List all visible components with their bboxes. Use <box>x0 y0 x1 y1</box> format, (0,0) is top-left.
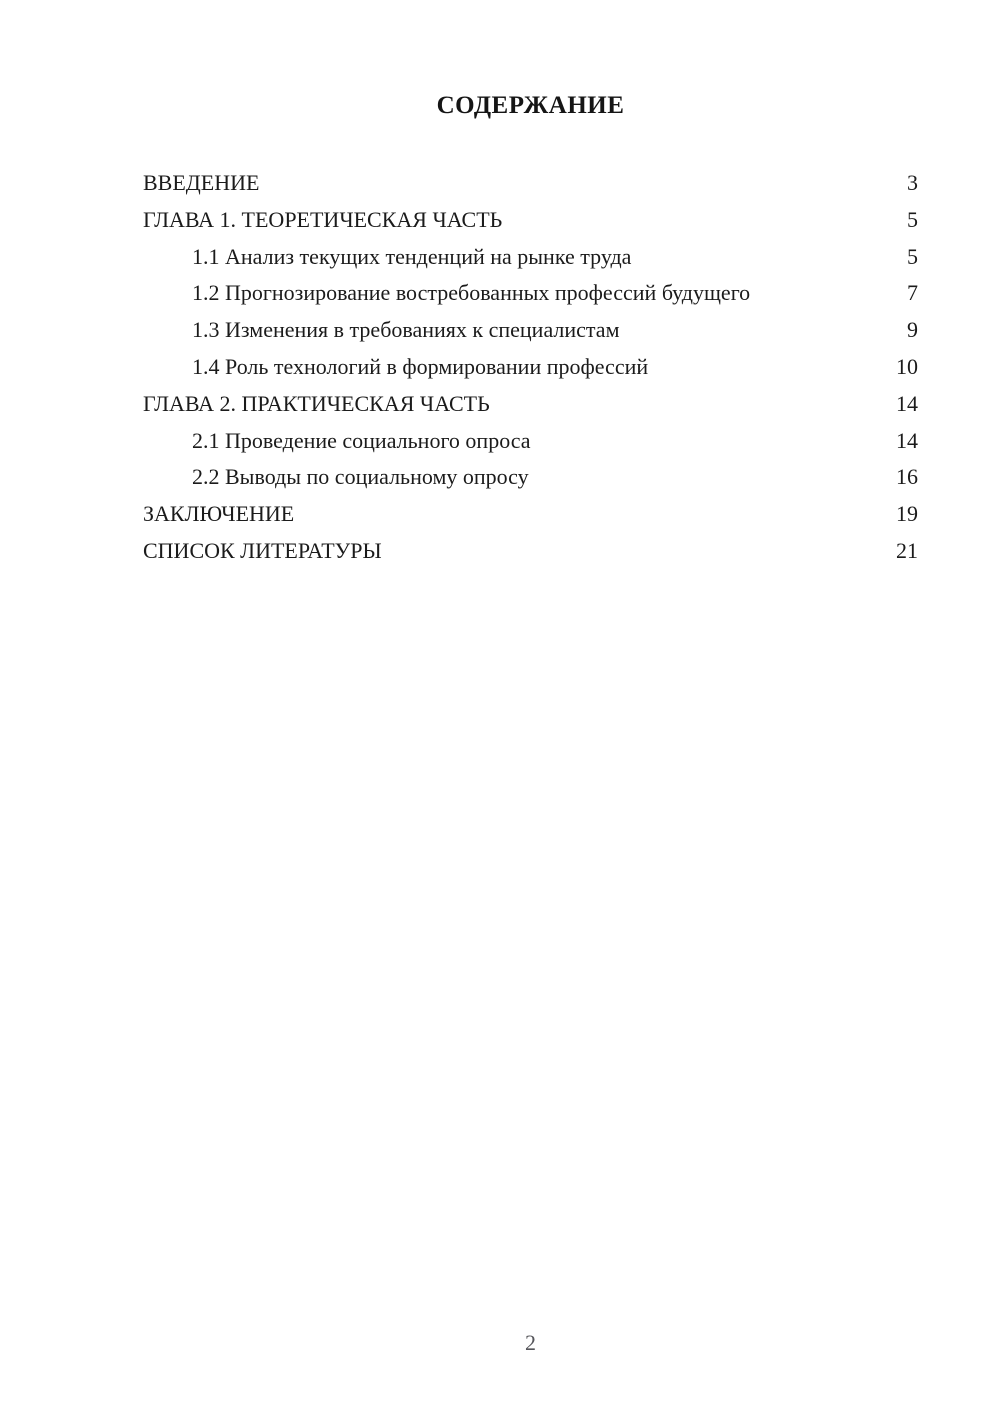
toc-entry-label: 1.1 Анализ текущих тенденций на рынке труда <box>192 243 632 269</box>
toc-entry-page: 16 <box>896 464 918 490</box>
toc-entry-label: 1.3 Изменения в требованиях к специалистам <box>192 317 620 343</box>
toc-entry-page: 19 <box>896 501 918 527</box>
toc-entry-page: 5 <box>907 206 918 232</box>
toc-entry-page: 7 <box>907 280 918 306</box>
toc-entry-page: 10 <box>896 353 918 379</box>
toc-entry <box>143 239 918 276</box>
toc-entry-page: 9 <box>907 317 918 343</box>
toc-entry-label: 1.4 Роль технологий в формировании профессий <box>192 353 649 379</box>
toc-entry <box>143 275 918 312</box>
toc-entry <box>143 349 918 386</box>
toc-entry-page: 14 <box>896 390 918 416</box>
toc-entry <box>143 533 918 570</box>
toc-entry-page: 21 <box>896 537 918 563</box>
toc-entry-label: 2.1 Проведение социального опроса <box>192 427 531 453</box>
toc-entry-label: ВВЕДЕНИЕ <box>143 170 260 195</box>
toc-entry <box>143 496 918 533</box>
toc-entry-page: 3 <box>907 170 918 195</box>
toc-entry <box>143 386 918 423</box>
toc-entry-label: СПИСОК ЛИТЕРАТУРЫ <box>143 537 382 563</box>
toc-entry <box>143 423 918 460</box>
toc-list <box>143 165 918 570</box>
toc-entry-label: ГЛАВА 2. ПРАКТИЧЕСКАЯ ЧАСТЬ <box>143 390 490 416</box>
toc-entry <box>143 202 918 239</box>
page-number: 2 <box>525 1330 536 1355</box>
toc-entry-label: 2.2 Выводы по социальному опросу <box>192 464 529 490</box>
toc-entry-label: ГЛАВА 1. ТЕОРЕТИЧЕСКАЯ ЧАСТЬ <box>143 206 503 232</box>
toc-entry <box>143 312 918 349</box>
toc-entry-label: 1.2 Прогнозирование востребованных профессий будущего <box>192 280 751 306</box>
page-title: СОДЕРЖАНИЕ <box>436 92 625 119</box>
toc-entry-page: 5 <box>907 243 918 269</box>
toc-entry <box>143 165 918 202</box>
toc-entry-page: 14 <box>896 427 918 453</box>
toc-entry <box>143 459 918 496</box>
toc-entry-label: ЗАКЛЮЧЕНИЕ <box>143 501 295 527</box>
